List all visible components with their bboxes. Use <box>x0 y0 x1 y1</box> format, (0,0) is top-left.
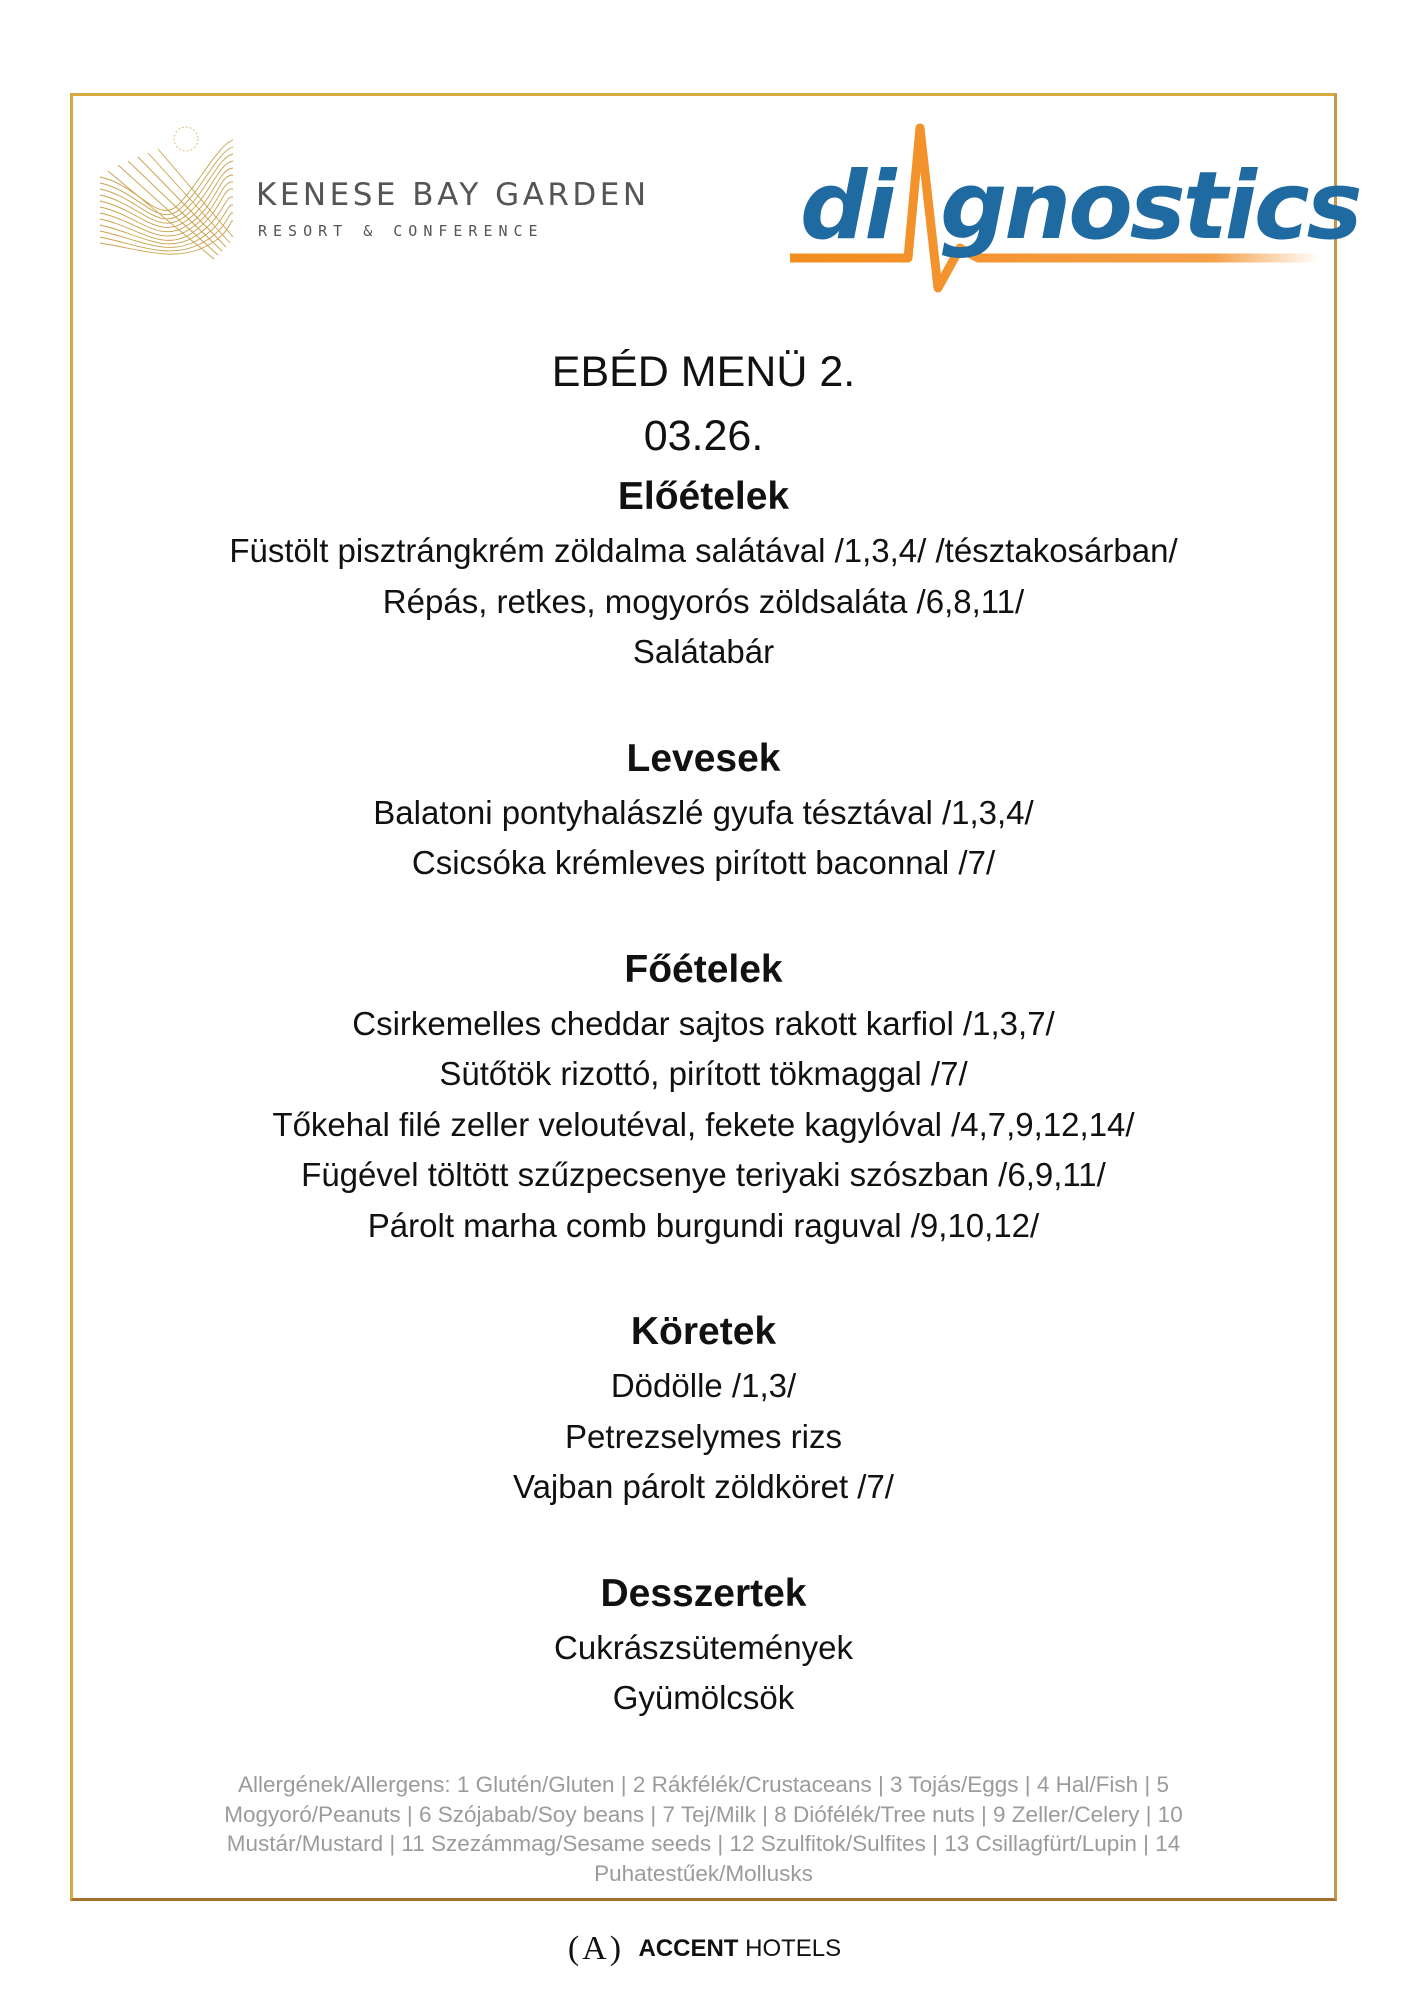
accent-hotels-logo <box>0 1930 1409 1968</box>
section-foetelek <box>70 941 1337 1252</box>
diagnostics-logo <box>790 120 1360 300</box>
kenese-logo-subtitle: RESORT & CONFERENCE <box>258 222 544 240</box>
menu-item: Párolt marha comb burgundi raguval /9,10,12/ <box>367 1206 1040 1244</box>
section-heading: Köretek <box>630 1310 777 1353</box>
section-desszertek <box>70 1565 1337 1724</box>
section-levesek <box>70 730 1337 889</box>
menu-item: Füstölt pisztrángkrém zöldalma salátával /1,3,4/ /tésztakosárban/ <box>229 532 1178 569</box>
allergen-line: Puhatestűek/Mollusks <box>594 1860 813 1886</box>
section-heading: Desszertek <box>600 1571 807 1615</box>
menu-item: Répás, retkes, mogyorós zöldsaláta /6,8,11/ <box>382 582 1025 620</box>
allergen-line: Mogyoró/Peanuts | 6 Szójabab/Soy beans | 7 Tej/Milk | 8 Diófélék/Tree nuts | 9 Zeller/Celery | 10 <box>224 1801 1183 1827</box>
accent-brand-bold: ACCENT <box>638 1935 739 1962</box>
allergen-line: Mustár/Mustard | 11 Szezámmag/Sesame seeds | 12 Szulfitok/Sulfites | 13 Csillagfürt/Lupin | 14 <box>226 1831 1181 1856</box>
menu-item: Salátabár <box>632 633 775 670</box>
menu-item: Sütőtök rizottó, pirított tökmaggal /7/ <box>439 1055 968 1092</box>
kenese-wave-logo-icon <box>98 125 238 265</box>
menu-title: EBÉD MENÜ 2. <box>551 348 856 396</box>
section-koretek <box>70 1303 1337 1513</box>
diagnostics-text-right: gnostics <box>940 152 1360 261</box>
diagnostics-text-left: di <box>800 152 894 261</box>
menu-date: 03.26. <box>643 412 764 460</box>
section-heading: Előételek <box>617 475 790 518</box>
allergen-legend <box>140 1770 1267 1888</box>
section-heading: Főételek <box>624 947 783 991</box>
menu-item: Tőkehal filé zeller veloutéval, fekete kagylóval /4,7,9,12,14/ <box>272 1105 1135 1143</box>
menu-item: Cukrászsütemények <box>554 1628 853 1666</box>
menu-item: Vajban párolt zöldköret /7/ <box>513 1468 894 1505</box>
menu-item: Csicsóka krémleves pirított baconnal /7/ <box>411 844 996 881</box>
allergen-line: Allergének/Allergens: 1 Glutén/Gluten | 2 Rákfélék/Crustaceans | 3 Tojás/Eggs | 4 Hal/Fish | 5 <box>238 1772 1169 1797</box>
menu-item: Gyümölcsök <box>612 1679 795 1716</box>
section-elotetelek <box>70 468 1337 678</box>
accent-brand <box>638 1935 841 1962</box>
kenese-bay-garden-logo <box>98 125 658 265</box>
accent-mark-icon: (A) <box>567 1930 625 1967</box>
accent-brand-rest: HOTELS <box>745 1935 842 1962</box>
kenese-logo-name: KENESE BAY GARDEN <box>256 177 650 213</box>
menu-content <box>70 340 1337 1724</box>
menu-item: Balatoni pontyhalászlé gyufa tésztával /1,3,4/ <box>373 793 1034 831</box>
menu-item: Dödölle /1,3/ <box>610 1367 797 1404</box>
menu-item: Csirkemelles cheddar sajtos rakott karfiol /1,3,7/ <box>352 1004 1055 1042</box>
menu-item: Fügével töltött szűzpecsenye teriyaki szószban /6,9,11/ <box>301 1156 1106 1193</box>
section-heading: Levesek <box>626 736 781 780</box>
menu-item: Petrezselymes rizs <box>565 1417 842 1455</box>
